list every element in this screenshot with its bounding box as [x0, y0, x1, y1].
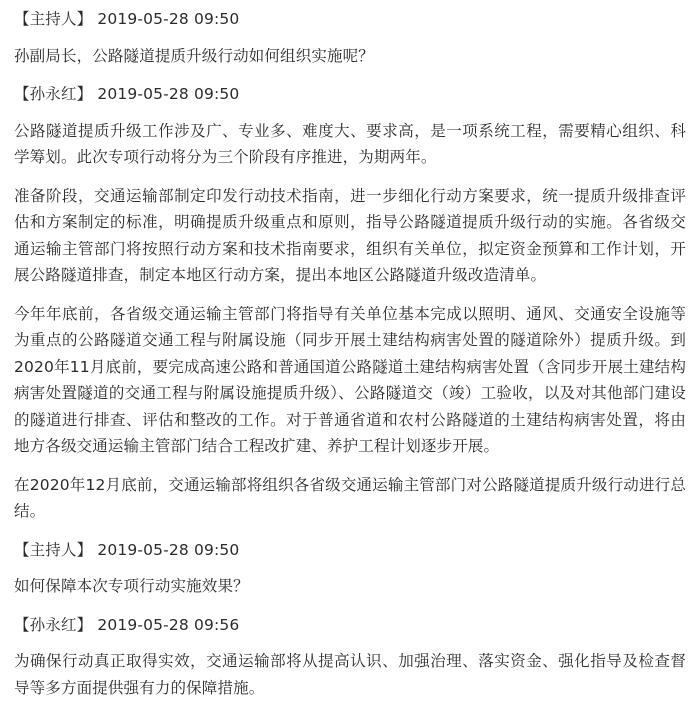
speaker-line: 【主持人】 2019-05-28 09:50 — [14, 540, 240, 559]
answer-paragraph: 今年年底前，各省级交通运输主管部门将指导有关单位基本完成以照明、通风、交通安全设施等为重点的公路隧道交通工程与附属设施（同步开展土建结构病害处置的隧道除外）提质升级。到2020年11月底前，要完成高速公路和普通国道公路隧道土建结构病害处置（含同步开展土建结构病害处置隧道的交通工程与附属设施提质升级）、公路隧道交（竣）工验收，以及对其他部门建设的隧道进行排查、评估和整改的工作。对于普通省道和农村公路隧道的土建结构病害处置，将由地方各级交通运输主管部门结合工程改扩建、养护工程计划逐步开展。 — [14, 304, 686, 455]
answer-paragraph: 公路隧道提质升级工作涉及广、专业多、难度大、要求高，是一项系统工程，需要精心组织、科学筹划。此次专项行动将分为三个阶段有序推进，为期两年。 — [14, 121, 686, 166]
answer-paragraph: 在2020年12月底前，交通运输部将组织各省级交通运输主管部门对公路隧道提质升级行动进行总结。 — [14, 475, 686, 520]
question-text: 如何保障本次专项行动实施效果？ — [14, 577, 249, 595]
speaker-line: 【主持人】 2019-05-28 09:50 — [14, 10, 240, 28]
answer-paragraph: 为确保行动真正取得实效，交通运输部将从提高认识、加强治理、落实资金、强化指导及检查督导等多方面提供强有力的保障措施。 — [14, 652, 686, 697]
speaker-line: 【孙永红】 2019-05-28 09:56 — [14, 615, 240, 634]
question-text: 孙副局长，公路隧道提质升级行动如何组织实施呢？ — [14, 46, 374, 65]
answer-paragraph: 准备阶段，交通运输部制定印发行动技术指南，进一步细化行动方案要求，统一提质升级排查评估和方案制定的标准，明确提质升级重点和原则，指导公路隧道提质升级行动的实施。各省级交通运输主管部门将按照行动方案和技术指南要求，组织有关单位，拟定资金预算和工作计划，开展公路隧道排查，制定本地区行动方案，提出本地区公路隧道升级改造清单。 — [14, 186, 686, 284]
speaker-line: 【孙永红】 2019-05-28 09:50 — [14, 85, 240, 103]
